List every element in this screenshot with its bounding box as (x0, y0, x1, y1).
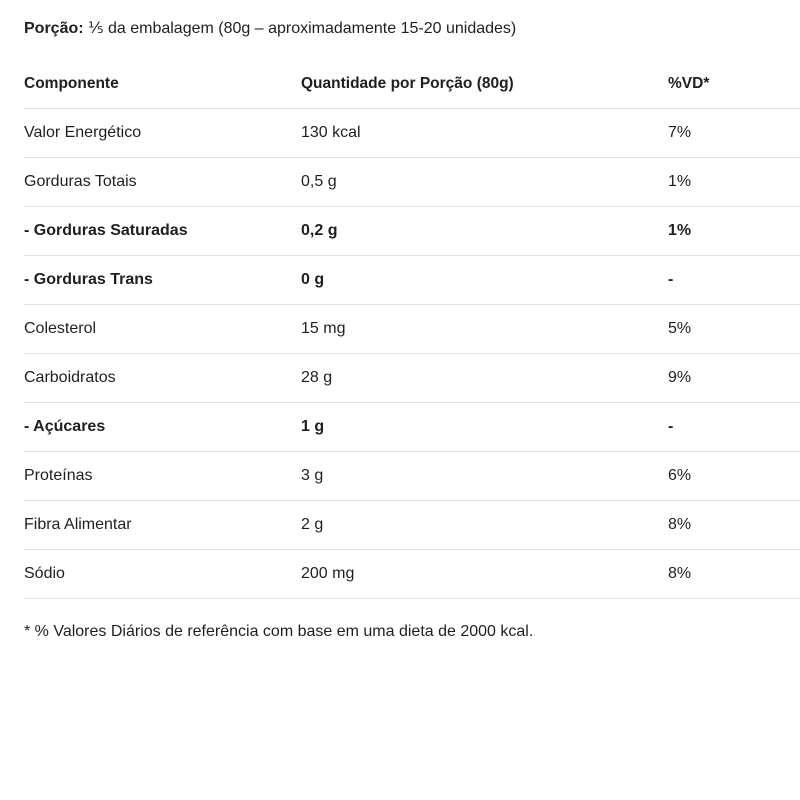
table-row (24, 256, 800, 305)
nutrient-daily-value: 9% (668, 354, 800, 403)
table-row (24, 452, 800, 501)
nutrient-name: Proteínas (24, 452, 301, 501)
table-row (24, 501, 800, 550)
nutrient-name: Colesterol (24, 305, 301, 354)
table-row (24, 109, 800, 158)
portion-text: ⅕ da embalagem (80g – aproximadamente 15-20 unidades) (83, 20, 517, 37)
nutrition-table (24, 60, 800, 599)
nutrient-name: Sódio (24, 550, 301, 599)
nutrient-amount: 0,5 g (301, 158, 668, 207)
table-row (24, 550, 800, 599)
nutrient-amount: 28 g (301, 354, 668, 403)
header-daily-value: %VD* (668, 60, 800, 109)
nutrient-amount: 0 g (301, 256, 668, 305)
table-row (24, 305, 800, 354)
nutrient-daily-value: 8% (668, 501, 800, 550)
nutrient-amount: 1 g (301, 403, 668, 452)
header-amount: Quantidade por Porção (80g) (301, 60, 668, 109)
footnote: * % Valores Diários de referência com base em uma dieta de 2000 kcal. (24, 623, 534, 640)
table-row (24, 158, 800, 207)
nutrient-daily-value: - (668, 403, 800, 452)
table-row (24, 403, 800, 452)
nutrient-amount: 130 kcal (301, 109, 668, 158)
nutrient-name: Fibra Alimentar (24, 501, 301, 550)
header-component: Componente (24, 60, 301, 109)
nutrient-daily-value: 1% (668, 158, 800, 207)
nutrient-amount: 2 g (301, 501, 668, 550)
nutrient-amount: 200 mg (301, 550, 668, 599)
portion-label: Porção: (24, 20, 84, 37)
nutrient-name: - Gorduras Trans (24, 256, 301, 305)
nutrient-daily-value: - (668, 256, 800, 305)
nutrient-name: - Gorduras Saturadas (24, 207, 301, 256)
nutrient-daily-value: 1% (668, 207, 800, 256)
nutrient-amount: 0,2 g (301, 207, 668, 256)
nutrition-table-body (24, 109, 800, 599)
table-header-row (24, 60, 800, 109)
nutrient-daily-value: 7% (668, 109, 800, 158)
nutrient-daily-value: 6% (668, 452, 800, 501)
nutrient-amount: 15 mg (301, 305, 668, 354)
portion-info (24, 18, 516, 40)
nutrient-name: - Açúcares (24, 403, 301, 452)
nutrient-name: Valor Energético (24, 109, 301, 158)
nutrient-amount: 3 g (301, 452, 668, 501)
table-row (24, 207, 800, 256)
nutrient-daily-value: 5% (668, 305, 800, 354)
nutrient-daily-value: 8% (668, 550, 800, 599)
nutrient-name: Gorduras Totais (24, 158, 301, 207)
table-row (24, 354, 800, 403)
nutrient-name: Carboidratos (24, 354, 301, 403)
